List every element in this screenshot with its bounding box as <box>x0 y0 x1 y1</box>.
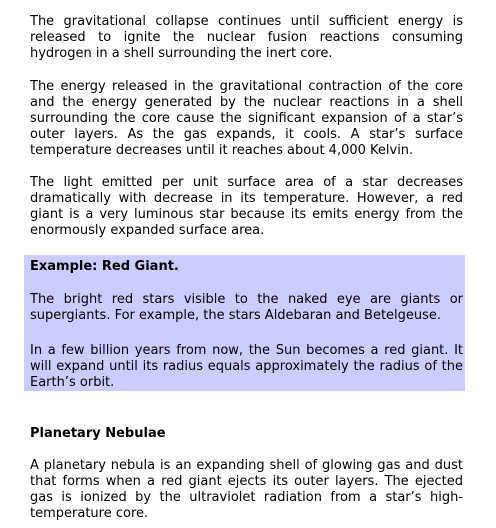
example-title: Example: Red Giant. <box>30 259 179 274</box>
paragraph-planetary-nebula: A planetary nebula is an expanding shell of glowing gas and dust that forms when a red giant ejects its outer layers. The ejected gas is ionized by the ultraviolet radiation from a star’s high-temperature core. <box>30 458 463 521</box>
section-heading: Planetary Nebulae <box>30 426 166 441</box>
example-box <box>24 255 465 391</box>
example-paragraph-1: The bright red stars visible to the naked eye are giants or supergiants. For example, the stars Aldebaran and Betelgeuse. <box>30 292 463 323</box>
paragraph-energy-expansion: The energy released in the gravitational contraction of the core and the energy generated by the nuclear reactions in a shell surrounding the core cause the significant expansion of a star’s outer layers. As the gas expands, it cools. A star’s surface temperature decreases until it reaches about 4,000 Kelvin. <box>30 79 463 158</box>
paragraph-gravitational-collapse: The gravitational collapse continues until sufficient energy is released to ignite the nuclear fusion reactions consuming hydrogen in a shell surrounding the inert core. <box>30 14 463 61</box>
paragraph-luminosity: The light emitted per unit surface area of a star decreases dramatically with decrease in its temperature. However, a red giant is a very luminous star because its emits energy from the enormously expanded surface area. <box>30 175 463 238</box>
example-paragraph-2: In a few billion years from now, the Sun becomes a red giant. It will expand until its radius equals approximately the radius of the Earth’s orbit. <box>30 343 463 390</box>
